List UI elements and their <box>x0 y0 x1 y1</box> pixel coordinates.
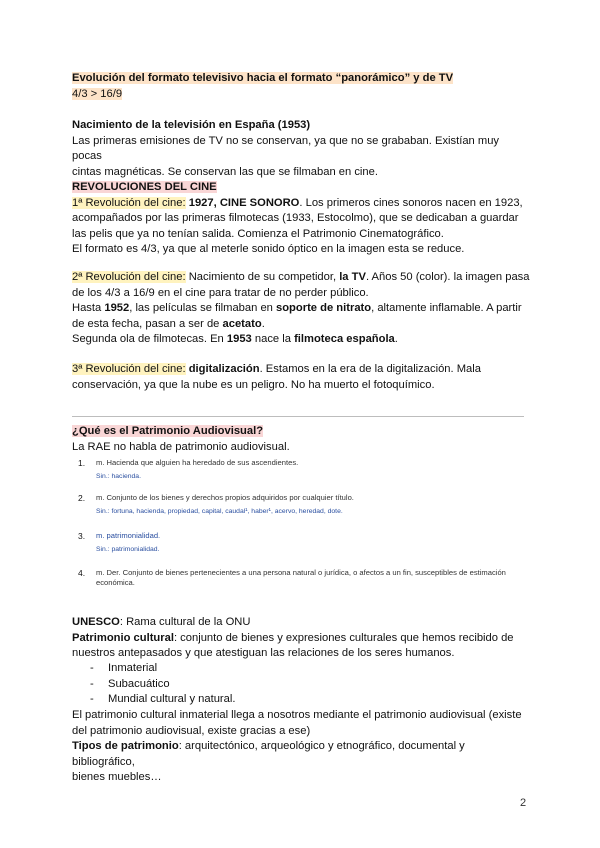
patrimonio-cultural-text: : conjunto de bienes y expresiones culturales que hemos recibido de <box>173 631 514 644</box>
rev2-text: . Años 50 (color). la imagen pasa <box>365 271 530 283</box>
rev1-line1 <box>72 196 530 212</box>
rev1-text: . Los primeros cines sonoros nacen en 1923, <box>299 196 523 209</box>
bullet-item: - Subacuático <box>72 677 512 693</box>
format-subtitle: 4/3 > 16/9 <box>72 87 123 100</box>
tipos-line2: bienes muebles… <box>72 771 162 783</box>
rev2-bold: soporte de nitrato <box>276 302 372 314</box>
tv-spain-line: cintas magnéticas. Se conservan las que se filmaban en cine. <box>72 165 378 178</box>
patrimonio-title: ¿Qué es el Patrimonio Audiovisual? <box>72 425 264 437</box>
unesco-section <box>72 615 530 662</box>
bullet-text: Inmaterial <box>108 662 158 674</box>
bullet-text: Subacuático <box>108 677 170 690</box>
tipos-text: : arquitectónico, arqueológico y etnográfico, documental y bibliográfico, <box>72 740 465 768</box>
patrimonio-bullet-list <box>72 661 512 708</box>
rev2-text: , altamente inflamable. A partir <box>371 302 522 314</box>
definition-number: 4. <box>78 568 86 578</box>
patrimonio-cultural-line2: nuestros antepasados y que atestiguan las relaciones de los seres humanos. <box>72 647 455 659</box>
definition-synonyms: Sin.: hacienda. <box>96 473 141 480</box>
definition-number: 3. <box>78 531 86 541</box>
rev3-text: . Estamos en la era de la digitalización. Mala <box>259 363 481 375</box>
page-number: 2 <box>520 797 527 809</box>
tipos-line1 <box>72 739 530 770</box>
unesco-text: : Rama cultural de la ONU <box>119 616 251 628</box>
rev2-bold: filmoteca española <box>294 333 395 345</box>
rev2-text: Segunda ola de filmotecas. En <box>72 333 227 345</box>
rev2-text: , las películas se filmaban en <box>129 302 276 314</box>
rev3-block <box>72 362 530 393</box>
bullet-item: - Inmaterial <box>72 661 512 677</box>
rev2-text: de esta fecha, pasan a ser de <box>72 317 223 330</box>
revoluciones-section <box>72 180 530 258</box>
rev3-label: 3ª Revolución del cine: <box>72 363 186 375</box>
rev1-line2: acompañados por las primeras filmotecas (1933, Estocolmo), que se dedicaban a guardar <box>72 212 519 224</box>
definition-text: m. Der. Conjunto de bienes pertenecientes a una persona natural o jurídica, o afectos a un fin, susceptibles de estimación económica. <box>96 568 506 587</box>
rev2-text: Nacimiento de su competidor, <box>185 271 340 283</box>
patrimonio-cultural-line1 <box>72 631 530 647</box>
inmaterial-line2: del patrimonio audiovisual, existe gracias a ese) <box>72 724 311 737</box>
revoluciones-title: REVOLUCIONES DEL CINE <box>72 181 217 193</box>
rev3-line1 <box>72 362 530 378</box>
rev3-bold: digitalización <box>188 363 260 375</box>
unesco-label: UNESCO <box>72 616 120 628</box>
rev3-line2: conservación, ya que la nube es un peligro. No ha muerto el fotoquímico. <box>72 378 435 391</box>
inmaterial-line1: El patrimonio cultural inmaterial llega a nosotros mediante el patrimonio audiovisual (existe <box>72 709 522 721</box>
definition-text: m. Conjunto de los bienes y derechos propios adquiridos por cualquier título. <box>96 493 354 502</box>
rev1-line4: El formato es 4/3, ya que al meterle sonido óptico en la imagen esta se reduce. <box>72 243 465 255</box>
bullet-item: - Mundial cultural y natural. <box>72 692 512 708</box>
rev2-text: nace la <box>251 333 295 345</box>
rev2-bold: acetato <box>222 317 262 330</box>
rev2-bold: 1952 <box>104 302 130 314</box>
patrimonio-cultural-label: Patrimonio cultural <box>72 631 174 644</box>
tipos-label: Tipos de patrimonio <box>72 740 179 752</box>
tv-spain-section <box>72 118 530 180</box>
rev1-bold: 1927, CINE SONORO <box>188 196 300 209</box>
rev2-text: . <box>261 317 265 330</box>
definition-synonyms: Sin.: patrimonialidad. <box>96 546 160 553</box>
definition-number: 2. <box>78 493 86 503</box>
horizontal-divider <box>72 416 524 417</box>
rev2-bold: la TV <box>339 271 366 283</box>
inmaterial-section <box>72 708 530 786</box>
definition-text: m. Hacienda que alguien ha heredado de sus ascendientes. <box>96 458 299 467</box>
rev2-line1 <box>72 270 530 286</box>
definition-text: m. patrimonialidad. <box>96 531 161 540</box>
rev2-label: 2ª Revolución del cine: <box>72 271 186 283</box>
rev2-text: . <box>394 333 398 345</box>
format-title: Evolución del formato televisivo hacia el formato “panorámico” y de TV <box>72 72 454 84</box>
tv-spain-line: Las primeras emisiones de TV no se conservan, ya que no se grababan. Existían muy pocas <box>72 134 500 162</box>
tv-spain-title: Nacimiento de la televisión en España (1953) <box>72 119 311 131</box>
rev1-label: 1ª Revolución del cine: <box>72 196 186 209</box>
rev2-line2: de los 4/3 a 16/9 en el cine para tratar de no perder público. <box>72 286 369 299</box>
rev2-line5 <box>72 332 530 348</box>
rev2-line3 <box>72 301 530 317</box>
rev2-block <box>72 270 530 348</box>
bullet-text: Mundial cultural y natural. <box>108 693 236 705</box>
patrimonio-section <box>72 424 530 455</box>
unesco-line <box>72 615 530 631</box>
rev2-bold: 1953 <box>226 333 252 345</box>
rev1-line3: las pelis que ya no tenían salida. Comienza el Patrimonio Cinematográfico. <box>72 227 444 240</box>
patrimonio-intro: La RAE no habla de patrimonio audiovisual. <box>72 440 290 453</box>
rev2-line4 <box>72 317 530 333</box>
format-section <box>72 71 530 102</box>
definition-synonyms: Sin.: fortuna, hacienda, propiedad, capital, caudal¹, haber¹, acervo, heredad, dote. <box>96 508 343 515</box>
rev2-text: Hasta <box>72 302 105 314</box>
definition-number: 1. <box>78 458 86 468</box>
